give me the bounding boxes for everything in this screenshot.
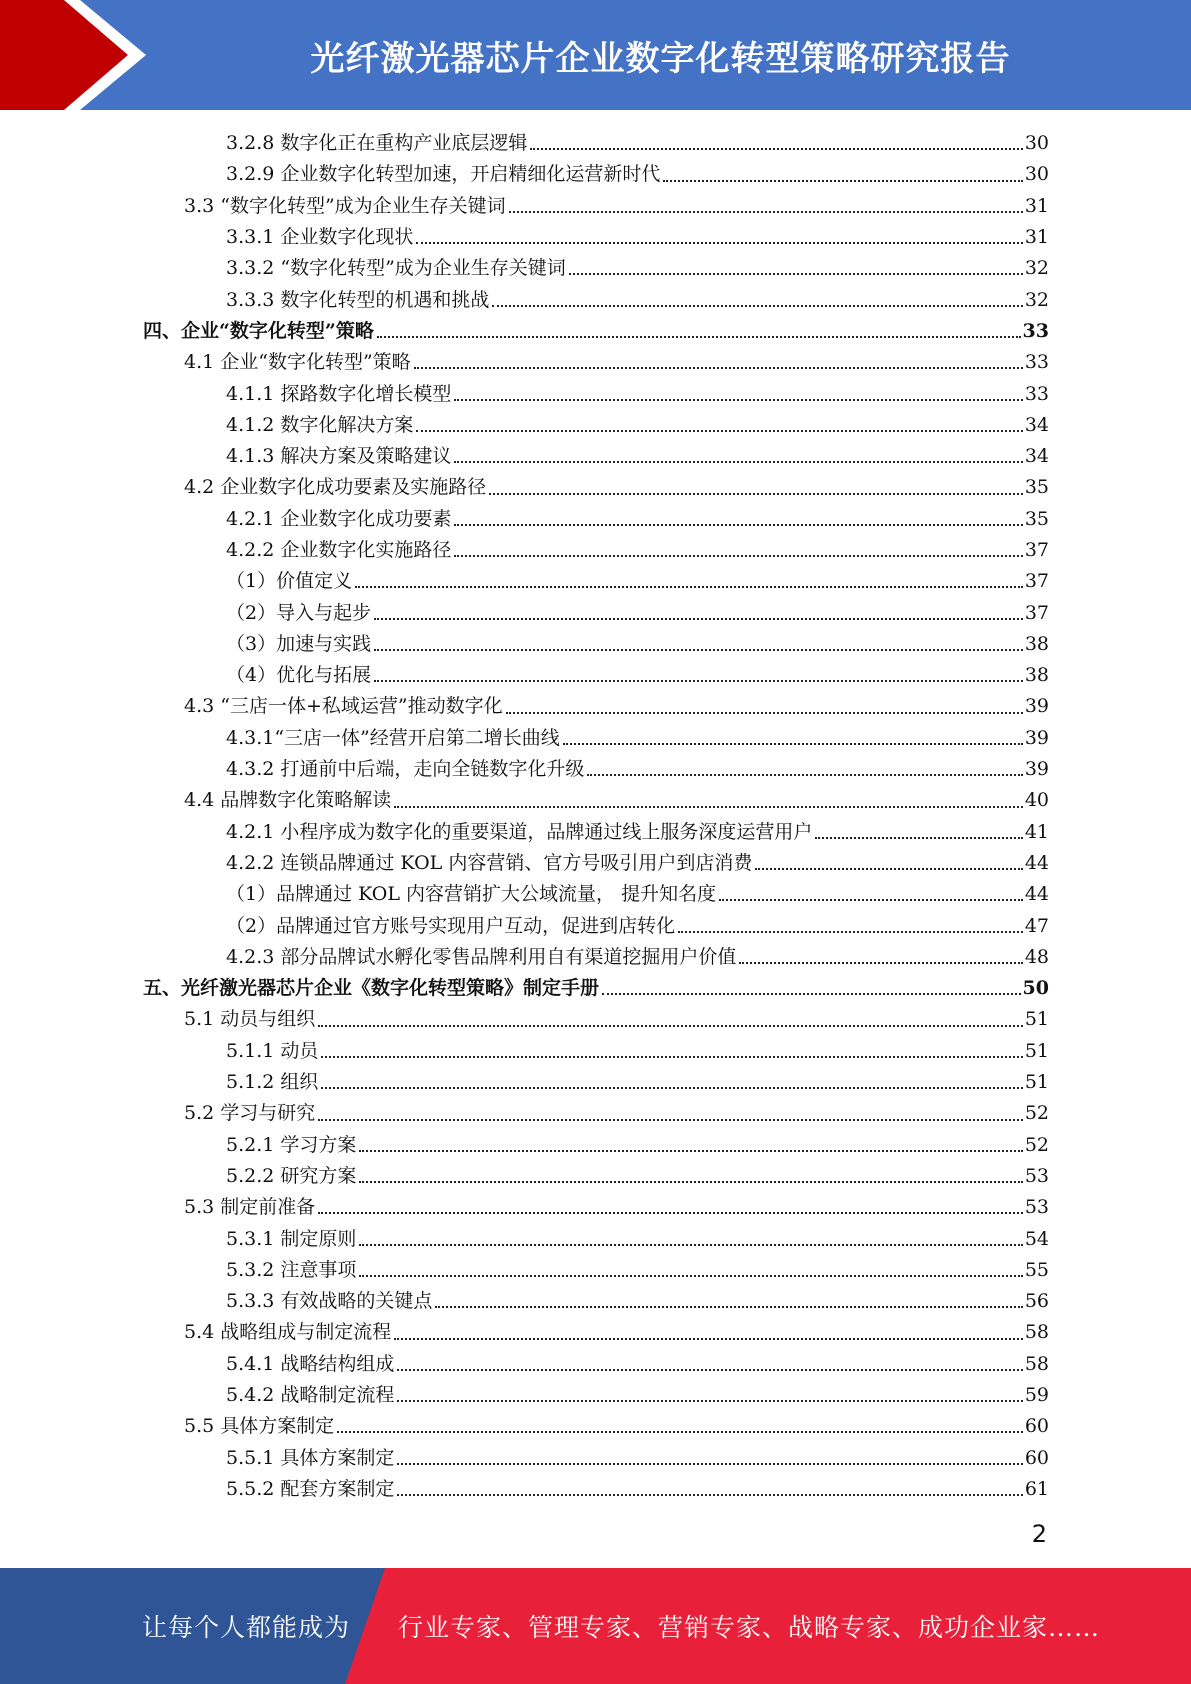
toc-dot-leader — [489, 493, 1023, 495]
toc-entry-title: 3.2.9 企业数字化转型加速，开启精细化运营新时代 — [226, 163, 661, 186]
toc-entry-page: 59 — [1024, 1384, 1049, 1407]
toc-entry-page: 37 — [1024, 570, 1049, 593]
toc-entry-title: 4.1.3 解决方案及策略建议 — [226, 445, 452, 468]
toc-entry[interactable] — [0, 942, 1191, 973]
toc-entry-page: 31 — [1024, 194, 1049, 217]
toc-entry-title: （1）价值定义 — [226, 570, 353, 593]
toc-entry-page: 31 — [1024, 226, 1049, 249]
toc-dot-leader — [337, 1431, 1023, 1433]
toc-entry[interactable] — [0, 284, 1191, 315]
toc-entry[interactable] — [0, 1130, 1191, 1161]
toc-entry-title: 五、光纤激光器芯片企业《数字化转型策略》制定手册 — [143, 977, 600, 1000]
toc-entry-page: 33 — [1024, 351, 1049, 374]
toc-dot-leader — [569, 273, 1023, 275]
toc-entry-page: 60 — [1024, 1415, 1049, 1438]
toc-dot-leader — [435, 1306, 1022, 1308]
toc-entry[interactable] — [0, 535, 1191, 566]
toc-entry-title: 3.3 “数字化转型”成为企业生存关键词 — [184, 194, 506, 217]
toc-entry-title: 5.4 战略组成与制定流程 — [184, 1321, 392, 1344]
toc-dot-leader — [454, 524, 1022, 526]
toc-entry[interactable] — [0, 1474, 1191, 1505]
toc-dot-leader — [394, 806, 1023, 808]
toc-entry-title: 5.1 动员与组织 — [184, 1008, 316, 1031]
toc-entry-title: 5.3.1 制定原则 — [226, 1227, 357, 1250]
toc-entry-page: 47 — [1024, 914, 1049, 937]
toc-entry[interactable] — [0, 253, 1191, 284]
toc-dot-leader — [318, 1212, 1023, 1214]
toc-entry-title: 4.2.1 小程序成为数字化的重要渠道，品牌通过线上服务深度运营用户 — [226, 820, 813, 843]
toc-entry-page: 34 — [1024, 445, 1049, 468]
toc-entry[interactable] — [0, 723, 1191, 754]
toc-entry-page: 32 — [1024, 288, 1049, 311]
toc-dot-leader — [321, 1087, 1022, 1089]
page-footer — [0, 1568, 1191, 1684]
toc-dot-leader — [318, 1119, 1023, 1121]
toc-entry-page: 60 — [1024, 1446, 1049, 1469]
toc-entry-title: 4.1 企业“数字化转型”策略 — [184, 351, 411, 374]
toc-entry-page: 40 — [1024, 789, 1049, 812]
toc-entry[interactable] — [0, 1036, 1191, 1067]
toc-entry-title: 5.3.2 注意事项 — [226, 1258, 357, 1281]
toc-entry[interactable] — [0, 1286, 1191, 1317]
toc-entry-title: 5.3.3 有效战略的关键点 — [226, 1290, 433, 1313]
toc-entry[interactable] — [0, 1317, 1191, 1348]
toc-entry-page: 33 — [1022, 319, 1049, 342]
table-of-contents — [0, 128, 1191, 1505]
report-title: 光纤激光器芯片企业数字化转型策略研究报告 — [310, 38, 1011, 79]
toc-dot-leader — [397, 1400, 1022, 1402]
toc-dot-leader — [678, 931, 1023, 933]
toc-entry-title: 4.1.1 探路数字化增长模型 — [226, 382, 452, 405]
toc-entry[interactable] — [0, 1067, 1191, 1098]
toc-entry[interactable] — [0, 316, 1191, 347]
toc-entry[interactable] — [0, 817, 1191, 848]
toc-entry[interactable] — [0, 566, 1191, 597]
toc-entry-title: 3.2.8 数字化正在重构产业底层逻辑 — [226, 132, 528, 155]
toc-dot-leader — [755, 868, 1022, 870]
toc-entry-title: 5.2.1 学习方案 — [226, 1133, 357, 1156]
toc-entry[interactable] — [0, 1349, 1191, 1380]
toc-entry-title: 4.1.2 数字化解决方案 — [226, 413, 414, 436]
toc-entry-title: 4.4 品牌数字化策略解读 — [184, 789, 392, 812]
toc-entry-title: 5.1.2 组织 — [226, 1071, 319, 1094]
toc-dot-leader — [374, 680, 1023, 682]
toc-entry[interactable] — [0, 1380, 1191, 1411]
toc-entry-title: 4.2.2 企业数字化实施路径 — [226, 539, 452, 561]
toc-entry[interactable] — [0, 191, 1191, 222]
toc-entry[interactable] — [0, 347, 1191, 378]
toc-entry[interactable] — [0, 504, 1191, 535]
toc-entry-title: 5.5.2 配套方案制定 — [226, 1477, 395, 1500]
toc-entry-page: 51 — [1024, 1039, 1049, 1062]
toc-entry-page: 54 — [1024, 1227, 1049, 1250]
toc-dot-leader — [454, 399, 1022, 401]
toc-entry-title: 4.3.2 打通前中后端，走向全链数字化升级 — [226, 758, 585, 781]
toc-entry-title: （1）品牌通过 KOL 内容营销扩大公域流量， 提升知名度 — [226, 883, 717, 906]
toc-dot-leader — [359, 1275, 1022, 1277]
toc-dot-leader — [454, 461, 1022, 463]
toc-dot-leader — [416, 242, 1022, 244]
toc-entry-title: 5.2 学习与研究 — [184, 1102, 316, 1125]
toc-entry-title: 5.1.1 动员 — [226, 1039, 319, 1062]
toc-dot-leader — [454, 555, 1022, 557]
toc-entry-page: 44 — [1024, 883, 1049, 906]
page-header — [0, 0, 1191, 110]
toc-entry[interactable] — [0, 1004, 1191, 1035]
toc-entry[interactable] — [0, 128, 1191, 159]
toc-entry-page: 50 — [1022, 977, 1049, 1000]
toc-entry[interactable] — [0, 159, 1191, 190]
toc-dot-leader — [374, 618, 1023, 620]
toc-entry-title: 5.4.1 战略结构组成 — [226, 1352, 395, 1375]
toc-entry-title: 5.2.2 研究方案 — [226, 1164, 357, 1187]
toc-entry[interactable] — [0, 1161, 1191, 1192]
toc-dot-leader — [397, 1463, 1022, 1465]
toc-entry-title: （3）加速与实践 — [226, 632, 372, 655]
toc-entry-page: 37 — [1024, 601, 1049, 624]
toc-entry-title: 5.4.2 战略制定流程 — [226, 1384, 395, 1407]
toc-entry-title: 5.5 具体方案制定 — [184, 1415, 335, 1438]
toc-entry[interactable] — [0, 785, 1191, 816]
toc-entry-page: 34 — [1024, 413, 1049, 436]
toc-entry-page: 58 — [1024, 1352, 1049, 1375]
toc-entry-page: 37 — [1024, 539, 1049, 561]
toc-entry-page: 58 — [1024, 1321, 1049, 1344]
toc-entry-title: 3.3.1 企业数字化现状 — [226, 226, 414, 249]
toc-entry-title: 5.3 制定前准备 — [184, 1196, 316, 1219]
toc-dot-leader — [397, 1369, 1022, 1371]
toc-entry-page: 38 — [1024, 664, 1049, 687]
toc-entry[interactable] — [0, 472, 1191, 503]
toc-entry-title: （2）品牌通过官方账号实现用户互动，促进到店转化 — [226, 914, 676, 937]
toc-entry-page: 39 — [1024, 726, 1049, 749]
toc-entry[interactable] — [0, 973, 1191, 1004]
toc-dot-leader — [359, 1150, 1022, 1152]
toc-entry-page: 51 — [1024, 1008, 1049, 1031]
toc-entry-title: 4.3.1“三店一体”经营开启第二增长曲线 — [226, 726, 560, 749]
toc-dot-leader — [815, 837, 1022, 839]
toc-entry[interactable] — [0, 1192, 1191, 1223]
toc-dot-leader — [397, 1494, 1022, 1496]
toc-dot-leader — [509, 211, 1023, 213]
toc-entry-title: 5.5.1 具体方案制定 — [226, 1446, 395, 1469]
toc-entry-page: 35 — [1024, 507, 1049, 530]
toc-entry[interactable] — [0, 1098, 1191, 1129]
toc-dot-leader — [318, 1025, 1023, 1027]
toc-entry-page: 52 — [1024, 1133, 1049, 1156]
toc-dot-leader — [377, 336, 1021, 338]
toc-entry-page: 44 — [1024, 851, 1049, 874]
toc-entry[interactable] — [0, 597, 1191, 628]
toc-dot-leader — [587, 774, 1022, 776]
toc-entry[interactable] — [0, 222, 1191, 253]
toc-entry-page: 52 — [1024, 1102, 1049, 1125]
toc-entry-title: 4.2.2 连锁品牌通过 KOL 内容营销、官方号吸引用户到店消费 — [226, 851, 753, 874]
toc-entry[interactable] — [0, 660, 1191, 691]
toc-entry[interactable] — [0, 441, 1191, 472]
toc-entry-page: 32 — [1024, 257, 1049, 280]
toc-entry-page: 30 — [1024, 132, 1049, 155]
toc-entry-page: 35 — [1024, 476, 1049, 499]
toc-entry-title: 4.2.3 部分品牌试水孵化零售品牌利用自有渠道挖掘用户价值 — [226, 945, 737, 968]
toc-dot-leader — [359, 1181, 1022, 1183]
toc-entry-title: 4.3 “三店一体+私域运营”推动数字化 — [184, 695, 503, 718]
toc-entry[interactable] — [0, 410, 1191, 441]
toc-entry-page: 39 — [1024, 695, 1049, 718]
toc-entry-page: 41 — [1024, 820, 1049, 843]
toc-entry[interactable] — [0, 1411, 1191, 1442]
toc-dot-leader — [663, 180, 1022, 182]
toc-dot-leader — [530, 148, 1022, 150]
toc-entry[interactable] — [0, 1223, 1191, 1254]
toc-entry[interactable] — [0, 754, 1191, 785]
footer-slogan-right: 行业专家、管理专家、营销专家、战略专家、成功企业家…… — [398, 1613, 1101, 1642]
toc-entry-title: 4.2.1 企业数字化成功要素 — [226, 507, 452, 530]
toc-entry[interactable] — [0, 378, 1191, 409]
toc-entry-title: （4）优化与拓展 — [226, 664, 372, 687]
toc-entry-page: 53 — [1024, 1196, 1049, 1219]
page-number: 2 — [1031, 1520, 1047, 1548]
toc-entry[interactable] — [0, 910, 1191, 941]
toc-dot-leader — [374, 649, 1023, 651]
toc-entry-page: 61 — [1024, 1477, 1049, 1500]
toc-dot-leader — [414, 367, 1023, 369]
toc-entry-page: 38 — [1024, 632, 1049, 655]
toc-entry-page: 56 — [1024, 1290, 1049, 1313]
footer-slogan-left: 让每个人都能成为 — [142, 1613, 351, 1642]
toc-dot-leader — [394, 1338, 1023, 1340]
toc-dot-leader — [563, 743, 1023, 745]
toc-entry[interactable] — [0, 1442, 1191, 1473]
toc-dot-leader — [321, 1056, 1022, 1058]
toc-entry-page: 55 — [1024, 1258, 1049, 1281]
toc-entry-title: 四、企业“数字化转型”策略 — [143, 319, 374, 342]
toc-entry-title: 3.3.3 数字化转型的机遇和挑战 — [226, 288, 490, 311]
toc-dot-leader — [492, 305, 1022, 307]
toc-dot-leader — [506, 712, 1023, 714]
toc-entry[interactable] — [0, 879, 1191, 910]
toc-entry-title: （2）导入与起步 — [226, 601, 372, 624]
toc-entry-page: 30 — [1024, 163, 1049, 186]
toc-entry-page: 39 — [1024, 758, 1049, 781]
toc-entry[interactable] — [0, 691, 1191, 722]
toc-entry[interactable] — [0, 629, 1191, 660]
toc-entry-page: 53 — [1024, 1164, 1049, 1187]
toc-dot-leader — [416, 430, 1022, 432]
toc-entry-title: 3.3.2 “数字化转型”成为企业生存关键词 — [226, 257, 566, 280]
toc-entry-title: 4.2 企业数字化成功要素及实施路径 — [184, 476, 487, 499]
toc-dot-leader — [359, 1244, 1022, 1246]
toc-dot-leader — [602, 993, 1021, 995]
toc-dot-leader — [355, 586, 1023, 588]
toc-entry-page: 33 — [1024, 382, 1049, 405]
toc-entry[interactable] — [0, 848, 1191, 879]
toc-dot-leader — [739, 962, 1022, 964]
toc-entry[interactable] — [0, 1255, 1191, 1286]
toc-dot-leader — [719, 899, 1023, 901]
toc-entry-page: 48 — [1024, 945, 1049, 968]
toc-entry-page: 51 — [1024, 1071, 1049, 1094]
